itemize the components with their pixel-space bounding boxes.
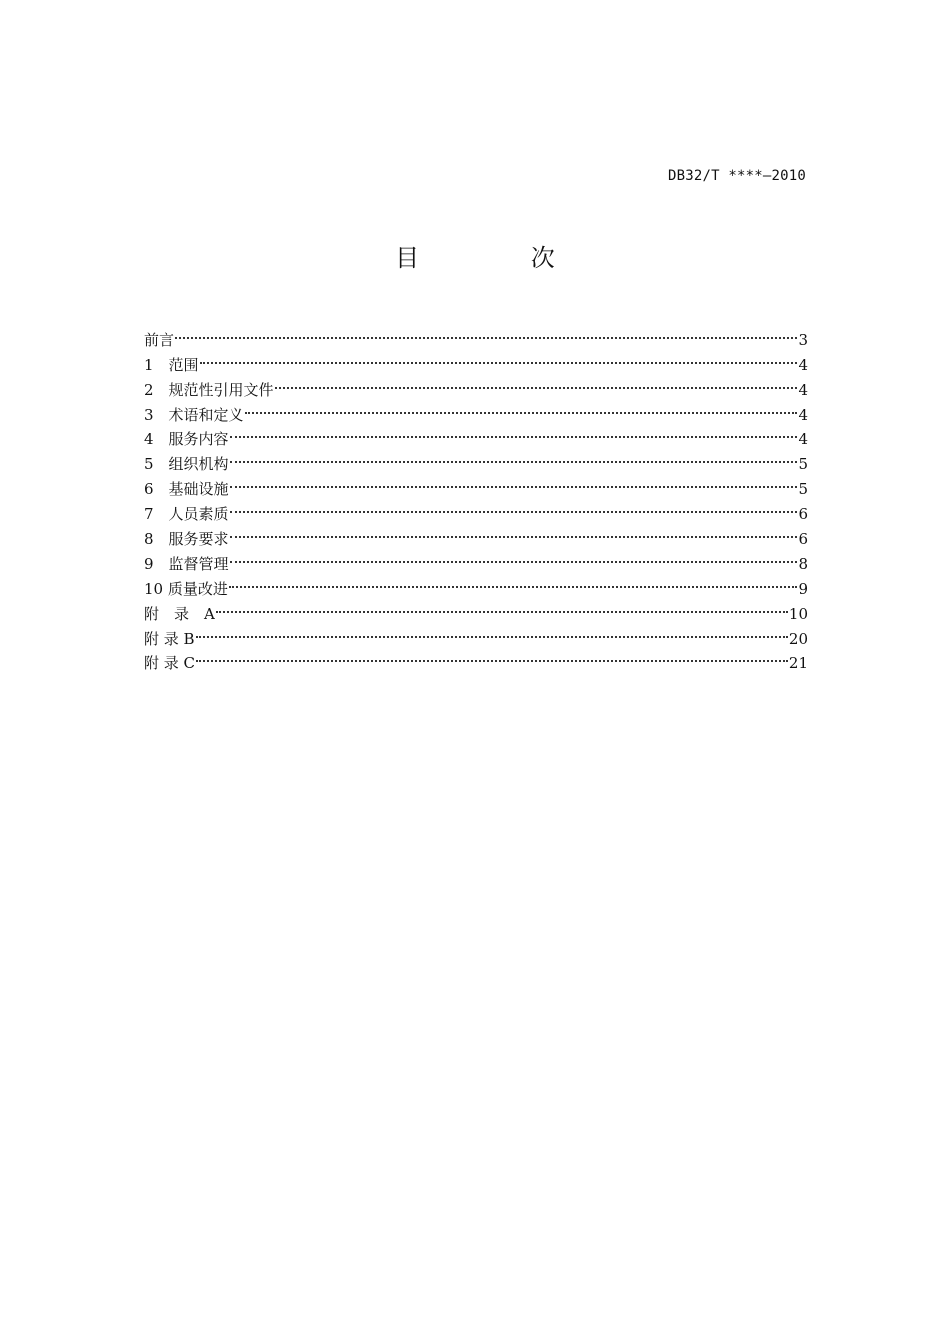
toc-list (144, 320, 808, 673)
toc-entry-appendix-c[interactable] (144, 644, 808, 673)
toc-entry-page: 21 (788, 654, 808, 673)
toc-leader-dots (200, 345, 798, 370)
toc-entry-label: 7 人员素质 (144, 505, 229, 524)
toc-entry-appendix-a[interactable] (144, 594, 808, 623)
toc-leader-dots (229, 569, 798, 594)
toc-entry-label: 8 服务要求 (144, 530, 229, 549)
toc-entry-page: 4 (798, 380, 808, 399)
toc-entry-label: 10 质量改进 (144, 579, 228, 598)
toc-entry-page: 3 (798, 330, 808, 349)
toc-entry-appendix-b[interactable] (144, 619, 808, 648)
toc-entry-page: 5 (798, 455, 808, 474)
toc-entry-page: 4 (798, 355, 808, 374)
toc-entry-label: 附 录 A (144, 604, 215, 623)
toc-leader-dots (230, 444, 798, 469)
toc-entry-label: 5 组织机构 (144, 455, 229, 474)
toc-entry-label: 2 规范性引用文件 (144, 380, 274, 399)
toc-leader-dots (175, 320, 797, 345)
toc-leader-dots (230, 494, 798, 519)
toc-entry-service-content[interactable] (144, 420, 808, 449)
toc-leader-dots (216, 594, 788, 619)
toc-leader-dots (230, 544, 798, 569)
toc-leader-dots (230, 469, 798, 494)
toc-entry-label: 1 范围 (144, 355, 199, 374)
toc-entry-label: 前言 (144, 330, 175, 349)
toc-leader-dots (230, 420, 798, 445)
toc-entry-page: 8 (798, 554, 808, 573)
toc-entry-page: 9 (798, 579, 808, 598)
toc-entry-label: 附 录 C (144, 654, 196, 673)
toc-entry-terms-definitions[interactable] (144, 395, 808, 424)
toc-entry-label: 附 录 B (144, 629, 195, 648)
toc-title: 目 次 (395, 244, 607, 272)
toc-entry-page: 4 (798, 430, 808, 449)
toc-entry-quality-improvement[interactable] (144, 569, 808, 598)
toc-entry-label: 9 监督管理 (144, 554, 229, 573)
toc-entry-infrastructure[interactable] (144, 469, 808, 499)
toc-entry-supervision[interactable] (144, 544, 808, 573)
toc-entry-scope[interactable] (144, 345, 808, 374)
toc-leader-dots (230, 519, 798, 544)
toc-entry-personnel[interactable] (144, 494, 808, 524)
toc-entry-page: 6 (798, 505, 808, 524)
toc-entry-label: 6 基础设施 (144, 480, 229, 499)
toc-leader-dots (196, 644, 788, 669)
toc-entry-page: 5 (798, 480, 808, 499)
toc-entry-label: 4 服务内容 (144, 430, 229, 449)
toc-entry-page: 6 (798, 530, 808, 549)
toc-entry-label: 3 术语和定义 (144, 405, 244, 424)
toc-entry-page: 20 (788, 629, 808, 648)
toc-leader-dots (275, 370, 798, 395)
toc-entry-page: 4 (798, 405, 808, 424)
toc-entry-page: 10 (788, 604, 808, 623)
toc-entry-organization[interactable] (144, 444, 808, 474)
toc-entry-preface[interactable] (144, 320, 808, 349)
toc-entry-service-requirements[interactable] (144, 519, 808, 549)
toc-leader-dots (245, 395, 798, 420)
document-code: DB32/T ****—2010 (667, 168, 806, 184)
toc-entry-normative-references[interactable] (144, 370, 808, 399)
toc-leader-dots (196, 619, 788, 644)
